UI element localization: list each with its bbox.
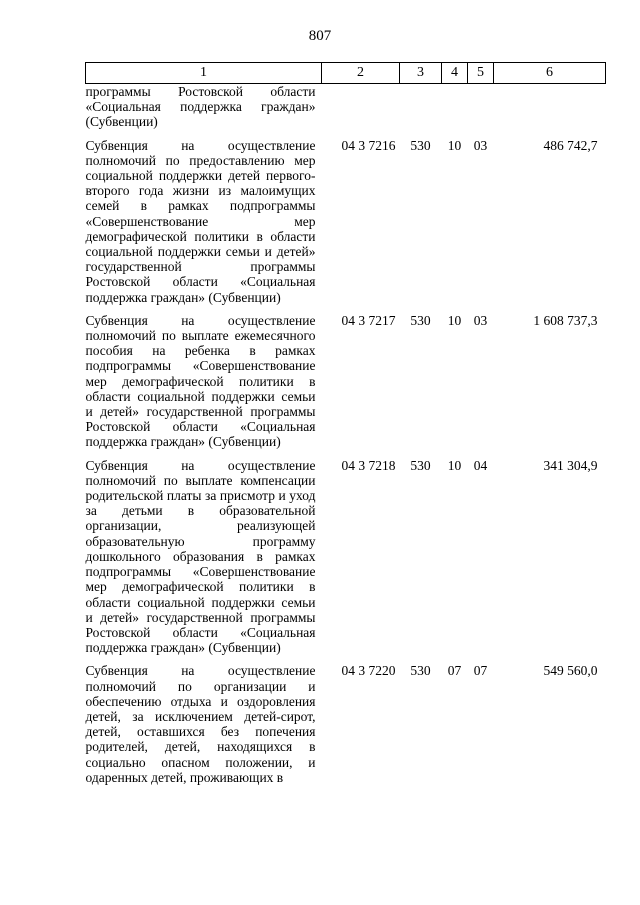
- row-description: Субвенция на осуществление полномочий по выплате ежемесячного пособия на ребенка в рамках подпрограммы «Совершенствование мер демографической политики в области социальной поддержки семьи и детей» государственной программы Ростовской области «Социальная поддержка граждан» (Субвенции): [85, 312, 316, 450]
- row-section: [442, 84, 468, 138]
- page-number: 807: [308, 28, 332, 44]
- table-row: [86, 138, 606, 313]
- row-description: программы Ростовской области «Социальная поддержка граждан» (Субвенции): [85, 84, 316, 130]
- row-target-code: 04 3 7218: [341, 457, 396, 473]
- table-row: [86, 663, 606, 793]
- row-amount: [494, 84, 606, 138]
- column-header: 4: [442, 63, 468, 84]
- row-subsection: 03: [473, 137, 488, 153]
- row-section: 10: [447, 137, 462, 153]
- row-description: Субвенция на осуществление полномочий по предоставлению мер социальной поддержки детей первого-второго года жизни из малоимущих семей в рамках подпрограммы «Совершенствование мер демографической политики в области социальной поддержки семьи и детей» государственной программы Ростовской области «Социальная поддержка граждан» (Субвенции): [85, 137, 316, 305]
- row-description: Субвенция на осуществление полномочий по организации и обеспечению отдыха и оздоровления детей, за исключением детей-сирот, детей, оставшихся без попечения родителей, детей, находящихся в социально опасном положении, и одаренных детей, проживающих в: [85, 663, 316, 785]
- column-header: 6: [494, 63, 606, 84]
- row-amount: 486 742,7: [543, 137, 598, 153]
- row-amount: 549 560,0: [543, 663, 598, 679]
- row-subsection: 07: [473, 663, 488, 679]
- row-expense-type: [400, 84, 442, 138]
- table-row: [86, 313, 606, 458]
- row-subsection: 03: [473, 312, 488, 328]
- row-target-code: [322, 84, 400, 138]
- row-target-code: 04 3 7217: [341, 312, 396, 328]
- budget-table: [85, 62, 606, 793]
- row-expense-type: 530: [410, 137, 431, 153]
- column-header: 5: [468, 63, 494, 84]
- column-header: 1: [86, 63, 322, 84]
- row-target-code: 04 3 7220: [341, 663, 396, 679]
- row-target-code: 04 3 7216: [341, 137, 396, 153]
- row-expense-type: 530: [410, 457, 431, 473]
- table-row: [86, 84, 606, 138]
- column-header: 3: [400, 63, 442, 84]
- row-amount: 341 304,9: [543, 457, 598, 473]
- row-description: Субвенция на осуществление полномочий по выплате компенсации родительской платы за присмотр и уход за детьми в образовательной организации, реализующей образовательную программу дошкольного образования в рамках подпрограммы «Совершенствование мер демографической политики в области социальной поддержки семьи и детей» государственной программы Ростовской области «Социальная поддержка граждан» (Субвенции): [85, 457, 316, 656]
- row-expense-type: 530: [410, 663, 431, 679]
- table-row: [86, 458, 606, 664]
- row-section: 07: [447, 663, 462, 679]
- row-amount: 1 608 737,3: [533, 312, 598, 328]
- row-subsection: [468, 84, 494, 138]
- column-header: 2: [322, 63, 400, 84]
- row-section: 10: [447, 457, 462, 473]
- row-subsection: 04: [473, 457, 488, 473]
- row-expense-type: 530: [410, 312, 431, 328]
- table-header-row: [86, 63, 606, 84]
- row-section: 10: [447, 312, 462, 328]
